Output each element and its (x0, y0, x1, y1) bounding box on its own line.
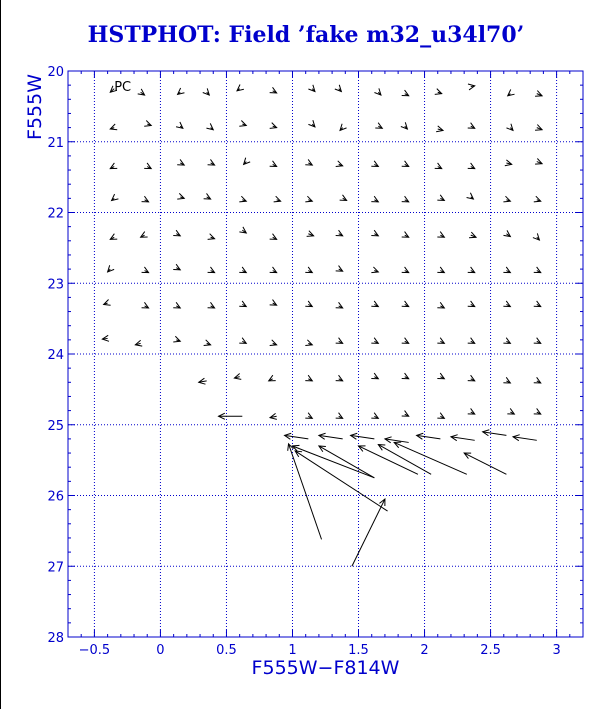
vector-arrow (402, 267, 409, 273)
y-tick-label: 20 (47, 65, 64, 80)
vector-arrow (468, 163, 475, 169)
vector-arrow (535, 125, 542, 131)
vector-arrow (173, 302, 180, 308)
vector-arrow (239, 267, 246, 273)
vector-arrow (199, 378, 207, 384)
x-tick-label: 2.5 (480, 643, 501, 658)
vector-arrow (534, 338, 541, 344)
x-tick-label: 1.5 (348, 643, 369, 658)
vector-arrow (305, 375, 312, 381)
vector-arrow (371, 338, 378, 344)
vector-arrow (394, 442, 467, 474)
vector-arrow (219, 413, 243, 419)
vector-arrow (468, 84, 475, 90)
x-axis-label: F555W−F814W (251, 657, 400, 679)
plot-frame (68, 71, 583, 637)
vector-arrow (507, 408, 514, 414)
vector-arrow (534, 267, 541, 273)
vector-arrow (503, 230, 510, 236)
x-tick-label: 0 (156, 643, 165, 658)
vector-arrow (534, 408, 541, 414)
vector-arrow (270, 340, 277, 346)
vector-arrow (335, 85, 342, 92)
chart-title: HSTPHOT: Field ’fake m32_u34l70’ (87, 22, 525, 48)
vector-arrow (375, 123, 382, 129)
vector-arrow (340, 124, 347, 131)
y-tick-label: 25 (47, 418, 64, 434)
vector-arrow (468, 301, 475, 307)
vector-arrow (483, 430, 507, 436)
vector-arrow (437, 195, 444, 201)
vector-arrow (305, 196, 312, 202)
vector-arrow (469, 232, 476, 238)
y-tick-label: 28 (47, 631, 64, 646)
vector-arrow (451, 435, 475, 441)
vector-arrow (437, 338, 444, 344)
y-tick-label: 22 (47, 206, 64, 222)
vector-arrow (239, 227, 246, 233)
vector-arrow (435, 89, 442, 95)
vector-arrow (435, 163, 442, 169)
vector-arrow (270, 234, 277, 240)
vector-arrow (402, 90, 409, 96)
vector-arrow (402, 411, 409, 417)
vector-arrow (535, 91, 542, 97)
vector-arrow (239, 338, 246, 344)
vector-arrow (503, 267, 510, 273)
y-axis-label: F555W (24, 74, 46, 140)
vector-arrow (351, 433, 375, 439)
pc-annotation: PC (114, 79, 132, 95)
vector-arrow (234, 373, 241, 379)
vector-arrow (308, 120, 315, 127)
vector-arrow (305, 301, 312, 307)
vector-arrow (142, 302, 149, 308)
vector-arrow (112, 194, 119, 200)
vector-arrow (336, 266, 343, 272)
x-tick-label: 1 (288, 643, 297, 658)
vector-arrow (319, 433, 343, 439)
vector-arrow (436, 126, 443, 132)
vector-arrow (336, 413, 343, 419)
vector-arrow (437, 232, 444, 238)
vector-arrow (336, 302, 343, 308)
vector-arrow (305, 159, 312, 165)
vector-arrow (467, 193, 474, 199)
vector-arrow (533, 233, 540, 240)
vector-arrow (110, 124, 117, 130)
vector-arrow (468, 375, 475, 381)
vector-arrow (173, 336, 180, 342)
vector-arrow (270, 413, 277, 419)
vector-arrow (308, 85, 315, 92)
vector-arrow (208, 234, 215, 240)
vector-arrow (371, 161, 378, 167)
vector-arrow (204, 340, 211, 346)
vector-arrow (505, 160, 512, 166)
vector-arrow (336, 161, 343, 167)
vector-arrow (176, 122, 183, 128)
vector-arrow (104, 299, 111, 305)
vector-arrow (208, 159, 215, 165)
vector-arrow (144, 120, 151, 126)
vector-arrow (508, 89, 515, 95)
vector-arrow (208, 302, 215, 308)
vector-arrow (144, 163, 151, 169)
vector-arrow (336, 230, 343, 236)
vector-arrow (371, 301, 378, 307)
vector-arrow (135, 340, 142, 346)
vector-arrow (178, 88, 185, 94)
vector-arrow (208, 267, 215, 273)
vector-arrow (371, 413, 378, 419)
vector-arrow (270, 123, 277, 129)
vector-arrow (177, 159, 184, 165)
vector-arrow (206, 123, 213, 129)
vector-arrow (305, 267, 312, 273)
vector-arrow (305, 413, 312, 419)
vector-arrow (244, 158, 251, 165)
vector-arrow (138, 89, 145, 95)
vector-arrow (102, 335, 109, 341)
vector-arrow (270, 300, 277, 306)
vector-arrow (402, 301, 409, 307)
vector-arrow (110, 163, 117, 169)
vector-arrow (468, 123, 475, 129)
vector-arrow (402, 373, 409, 379)
y-tick-label: 27 (47, 560, 64, 576)
vector-arrow (237, 84, 244, 90)
vector-arrow (503, 338, 510, 344)
vector-arrow (305, 340, 312, 346)
vector-arrow (340, 195, 347, 201)
vector-arrow (177, 193, 184, 199)
vector-arrow (503, 377, 510, 383)
vector-arrow (401, 122, 408, 129)
y-tick-label: 24 (47, 348, 64, 363)
vector-arrow (336, 375, 343, 381)
vector-arrow (417, 433, 441, 439)
vector-arrow (503, 196, 510, 202)
vector-arrow (270, 267, 277, 273)
vector-arrow (371, 230, 378, 236)
vector-arrow (534, 377, 541, 383)
x-tick-label: 2 (420, 643, 429, 658)
vector-arrow (173, 264, 180, 270)
y-tick-label: 21 (47, 135, 64, 151)
vector-arrow (173, 230, 180, 236)
vector-arrow (437, 267, 444, 273)
vector-arrow (402, 161, 409, 167)
vector-arrow (437, 413, 444, 419)
x-tick-label: 3 (552, 643, 561, 658)
vector-arrow (402, 196, 409, 202)
vector-arrow (534, 301, 541, 307)
vector-arrow (141, 232, 148, 238)
vector-arrow (319, 446, 374, 478)
vector-arrow (270, 87, 277, 93)
vector-arrow (468, 338, 475, 344)
vector-arrow (269, 375, 276, 381)
vector-arrow (437, 373, 444, 379)
x-tick-label: 0.5 (216, 643, 237, 658)
x-tick-label: −0.5 (78, 643, 111, 658)
vector-arrow (371, 267, 378, 273)
vector-arrow (285, 433, 309, 439)
vector-arrow (464, 453, 506, 474)
vector-arrow (468, 408, 475, 414)
vector-arrow (204, 193, 211, 199)
vector-arrow (142, 196, 149, 202)
vector-arrow (274, 196, 281, 202)
vector-arrow (371, 373, 378, 379)
vector-arrow (437, 302, 444, 308)
vector-arrow (535, 159, 542, 165)
vector-arrow (513, 435, 537, 441)
vector-arrow (534, 196, 541, 202)
vector-arrow (371, 196, 378, 202)
vector-arrow (239, 301, 246, 307)
vector-arrow (374, 88, 381, 95)
vector-arrow (352, 499, 385, 566)
vector-arrow (402, 338, 409, 344)
y-tick-label: 26 (47, 489, 64, 505)
vector-arrow (503, 301, 510, 307)
vector-arrow (307, 231, 314, 237)
vector-arrow (270, 161, 277, 167)
vector-arrow (506, 124, 513, 131)
vector-arrow (468, 267, 475, 273)
vector-arrow (336, 338, 343, 344)
vector-arrow (108, 265, 115, 272)
vector-arrow (402, 232, 409, 238)
y-tick-label: 23 (47, 277, 64, 293)
vector-arrow (239, 120, 246, 126)
vector-arrow (203, 88, 210, 95)
vector-arrow (110, 234, 117, 240)
vector-arrow (142, 267, 149, 273)
vector-arrow (239, 196, 246, 202)
